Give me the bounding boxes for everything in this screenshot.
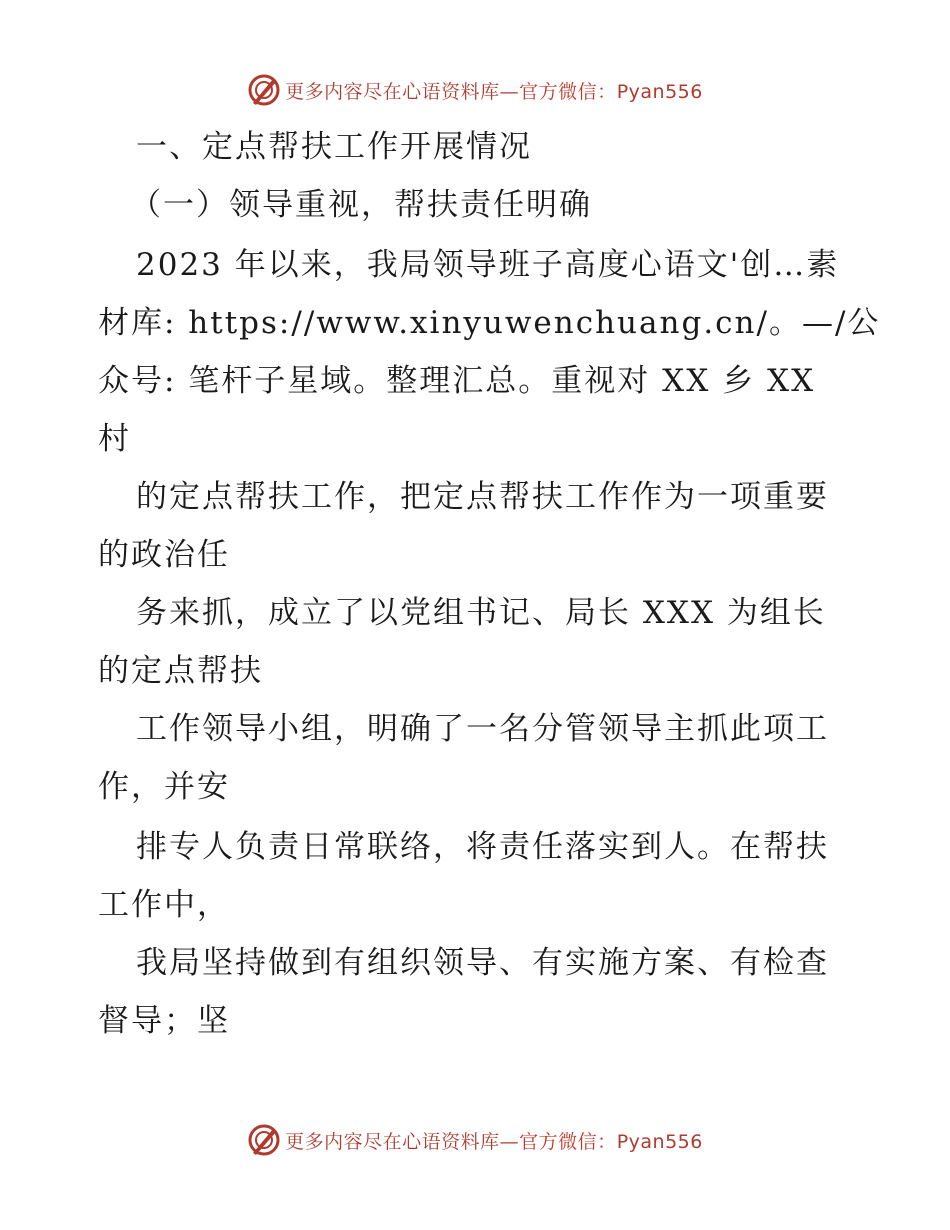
paragraph-line: 我局坚持做到有组织领导、有实施方案、有检查 <box>136 945 829 981</box>
pen-logo-icon <box>247 73 281 107</box>
paragraph-line: 村 <box>98 421 131 457</box>
paragraph-line: 的政治任 <box>98 537 230 573</box>
paragraph-line: 2023 年以来，我局领导班子高度心语文'创…素 <box>136 247 840 283</box>
paragraph-line: 众号: 笔杆子星域。整理汇总。重视对 XX 乡 XX <box>98 363 816 399</box>
paragraph-line: 作，并安 <box>98 769 230 805</box>
watermark-text: 更多内容尽在心语资料库—官方微信：Pyan556 <box>285 80 703 103</box>
paragraph-line: 的定点帮扶工作，把定点帮扶工作作为一项重要 <box>136 479 829 515</box>
paragraph-line: 排专人负责日常联络，将责任落实到人。在帮扶 <box>136 829 829 865</box>
watermark-banner-bottom <box>0 1120 950 1160</box>
paragraph-line: 工作中， <box>98 887 230 923</box>
paragraph-line: 务来抓，成立了以党组书记、局长 XXX 为组长 <box>136 595 826 631</box>
paragraph-line: 督导；坚 <box>98 1003 230 1039</box>
watermark-text: 更多内容尽在心语资料库—官方微信：Pyan556 <box>285 1130 703 1153</box>
pen-logo-icon <box>247 1123 281 1157</box>
heading-level2: （一）领导重视，帮扶责任明确 <box>130 187 592 223</box>
watermark-banner-top <box>0 70 950 110</box>
heading-level1: 一、定点帮扶工作开展情况 <box>136 129 532 165</box>
paragraph-line: 工作领导小组，明确了一名分管领导主抓此项工 <box>136 711 829 747</box>
paragraph-line: 材库: https://www.xinyuwenchuang.cn/。—/公 <box>98 305 881 341</box>
paragraph-line: 的定点帮扶 <box>98 653 263 689</box>
